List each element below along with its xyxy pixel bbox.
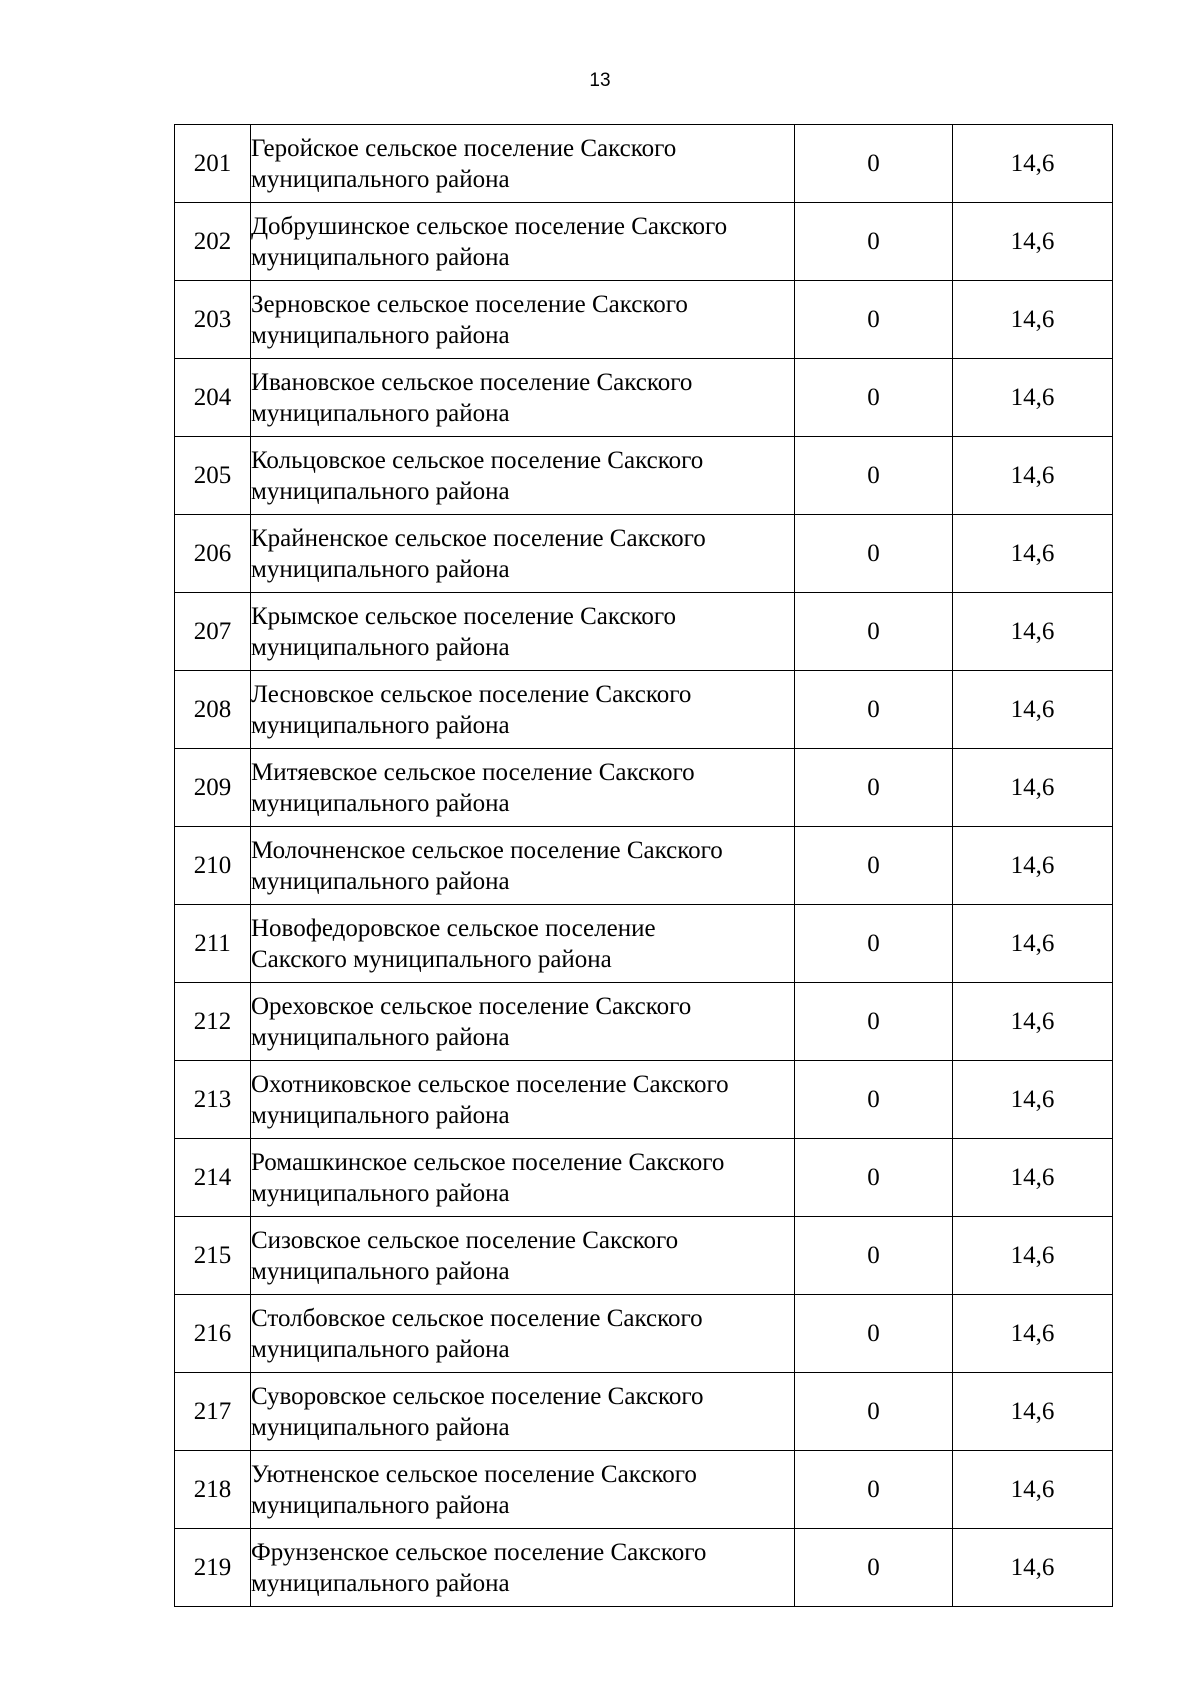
value-a-cell: 0 xyxy=(795,281,953,359)
table-row xyxy=(175,281,1113,359)
table-row xyxy=(175,1139,1113,1217)
value-a-cell: 0 xyxy=(795,1295,953,1373)
settlement-name-line-1: Ромашкинское сельское поселение Сакского xyxy=(251,1148,725,1176)
settlement-name-line-2: муниципального района xyxy=(251,1179,510,1207)
value-a-cell: 0 xyxy=(795,1217,953,1295)
settlement-name-line-2: муниципального района xyxy=(251,399,510,427)
row-number-cell: 215 xyxy=(175,1217,251,1295)
settlement-name-line-1: Молочненское сельское поселение Сакского xyxy=(251,836,723,864)
settlement-name-line-1: Добрушинское сельское поселение Сакского xyxy=(251,212,728,240)
settlement-name-line-1: Крайненское сельское поселение Сакского xyxy=(251,524,706,552)
row-number-cell: 201 xyxy=(175,125,251,203)
table-row xyxy=(175,437,1113,515)
table-body xyxy=(175,125,1113,1607)
row-number-cell: 219 xyxy=(175,1529,251,1607)
value-b-cell: 14,6 xyxy=(953,1295,1113,1373)
row-number-cell: 217 xyxy=(175,1373,251,1451)
settlement-name-cell xyxy=(251,593,795,671)
settlement-name-cell xyxy=(251,1295,795,1373)
value-a-cell: 0 xyxy=(795,593,953,671)
table-row xyxy=(175,671,1113,749)
value-b-cell: 14,6 xyxy=(953,1139,1113,1217)
settlement-name-line-1: Новофедоровское сельское поселение xyxy=(251,914,656,942)
row-number-cell: 216 xyxy=(175,1295,251,1373)
settlement-name-line-2: муниципального района xyxy=(251,555,510,583)
settlement-name-line-2: муниципального района xyxy=(251,867,510,895)
row-number-cell: 214 xyxy=(175,1139,251,1217)
table-row xyxy=(175,1217,1113,1295)
row-number-cell: 207 xyxy=(175,593,251,671)
table-row xyxy=(175,983,1113,1061)
row-number-cell: 210 xyxy=(175,827,251,905)
row-number-cell: 203 xyxy=(175,281,251,359)
settlement-name-cell xyxy=(251,905,795,983)
value-b-cell: 14,6 xyxy=(953,203,1113,281)
value-a-cell: 0 xyxy=(795,1529,953,1607)
settlement-name-line-1: Суворовское сельское поселение Сакского xyxy=(251,1382,704,1410)
settlement-name-cell xyxy=(251,1373,795,1451)
row-number-cell: 209 xyxy=(175,749,251,827)
settlement-name-line-2: муниципального района xyxy=(251,633,510,661)
row-number-cell: 206 xyxy=(175,515,251,593)
value-a-cell: 0 xyxy=(795,1061,953,1139)
settlement-name-line-1: Ивановское сельское поселение Сакского xyxy=(251,368,693,396)
settlement-name-line-2: Сакского муниципального района xyxy=(251,945,612,973)
table-row xyxy=(175,515,1113,593)
settlement-name-cell xyxy=(251,437,795,515)
row-number-cell: 212 xyxy=(175,983,251,1061)
row-number-cell: 211 xyxy=(175,905,251,983)
row-number-cell: 208 xyxy=(175,671,251,749)
settlement-name-cell xyxy=(251,827,795,905)
value-b-cell: 14,6 xyxy=(953,1529,1113,1607)
value-a-cell: 0 xyxy=(795,359,953,437)
settlement-name-line-1: Митяевское сельское поселение Сакского xyxy=(251,758,695,786)
settlement-name-cell xyxy=(251,281,795,359)
settlement-name-line-2: муниципального района xyxy=(251,1335,510,1363)
settlement-name-cell xyxy=(251,359,795,437)
settlement-name-cell xyxy=(251,671,795,749)
settlement-name-cell xyxy=(251,515,795,593)
settlement-name-line-2: муниципального района xyxy=(251,243,510,271)
value-b-cell: 14,6 xyxy=(953,1061,1113,1139)
settlement-name-line-2: муниципального района xyxy=(251,477,510,505)
settlement-name-line-1: Ореховское сельское поселение Сакского xyxy=(251,992,692,1020)
settlement-name-cell xyxy=(251,1529,795,1607)
value-a-cell: 0 xyxy=(795,515,953,593)
row-number-cell: 218 xyxy=(175,1451,251,1529)
table-row xyxy=(175,827,1113,905)
value-b-cell: 14,6 xyxy=(953,1451,1113,1529)
settlement-name-cell xyxy=(251,1451,795,1529)
settlement-name-line-2: муниципального района xyxy=(251,711,510,739)
settlement-name-line-2: муниципального района xyxy=(251,321,510,349)
value-a-cell: 0 xyxy=(795,905,953,983)
settlement-name-line-1: Столбовское сельское поселение Сакского xyxy=(251,1304,703,1332)
settlement-name-line-1: Лесновское сельское поселение Сакского xyxy=(251,680,692,708)
value-b-cell: 14,6 xyxy=(953,125,1113,203)
table-row xyxy=(175,359,1113,437)
settlement-name-cell xyxy=(251,125,795,203)
table-row xyxy=(175,593,1113,671)
value-a-cell: 0 xyxy=(795,1451,953,1529)
settlement-name-line-2: муниципального района xyxy=(251,1491,510,1519)
value-a-cell: 0 xyxy=(795,749,953,827)
settlement-name-line-2: муниципального района xyxy=(251,1023,510,1051)
value-a-cell: 0 xyxy=(795,1139,953,1217)
settlements-table xyxy=(174,124,1113,1607)
settlement-name-cell xyxy=(251,983,795,1061)
table-row xyxy=(175,1373,1113,1451)
table-row xyxy=(175,1295,1113,1373)
table-row xyxy=(175,203,1113,281)
settlement-name-line-2: муниципального района xyxy=(251,1101,510,1129)
value-b-cell: 14,6 xyxy=(953,593,1113,671)
settlement-name-line-1: Крымское сельское поселение Сакского xyxy=(251,602,676,630)
settlement-name-line-2: муниципального района xyxy=(251,1569,510,1597)
value-b-cell: 14,6 xyxy=(953,1373,1113,1451)
value-a-cell: 0 xyxy=(795,1373,953,1451)
settlement-name-line-2: муниципального района xyxy=(251,1413,510,1441)
value-b-cell: 14,6 xyxy=(953,1217,1113,1295)
value-a-cell: 0 xyxy=(795,125,953,203)
value-b-cell: 14,6 xyxy=(953,437,1113,515)
table-row xyxy=(175,1061,1113,1139)
row-number-cell: 213 xyxy=(175,1061,251,1139)
value-b-cell: 14,6 xyxy=(953,671,1113,749)
page-number: 13 xyxy=(589,70,611,91)
value-b-cell: 14,6 xyxy=(953,749,1113,827)
settlement-name-line-1: Фрунзенское сельское поселение Сакского xyxy=(251,1538,707,1566)
settlement-name-line-1: Кольцовское сельское поселение Сакского xyxy=(251,446,704,474)
settlement-name-cell xyxy=(251,203,795,281)
settlement-name-cell xyxy=(251,749,795,827)
settlement-name-cell xyxy=(251,1139,795,1217)
value-b-cell: 14,6 xyxy=(953,905,1113,983)
row-number-cell: 202 xyxy=(175,203,251,281)
value-b-cell: 14,6 xyxy=(953,983,1113,1061)
settlement-name-line-1: Геройское сельское поселение Сакского xyxy=(251,134,677,162)
value-a-cell: 0 xyxy=(795,983,953,1061)
table-row xyxy=(175,1451,1113,1529)
row-number-cell: 205 xyxy=(175,437,251,515)
settlement-name-line-1: Уютненское сельское поселение Сакского xyxy=(251,1460,697,1488)
row-number-cell: 204 xyxy=(175,359,251,437)
value-a-cell: 0 xyxy=(795,203,953,281)
table-row xyxy=(175,125,1113,203)
table-row xyxy=(175,749,1113,827)
settlement-name-line-1: Зерновское сельское поселение Сакского xyxy=(251,290,688,318)
settlement-name-cell xyxy=(251,1217,795,1295)
value-b-cell: 14,6 xyxy=(953,515,1113,593)
settlement-name-line-2: муниципального района xyxy=(251,789,510,817)
settlement-name-line-2: муниципального района xyxy=(251,165,510,193)
settlement-name-cell xyxy=(251,1061,795,1139)
settlement-name-line-1: Сизовское сельское поселение Сакского xyxy=(251,1226,679,1254)
value-a-cell: 0 xyxy=(795,671,953,749)
value-b-cell: 14,6 xyxy=(953,359,1113,437)
value-a-cell: 0 xyxy=(795,827,953,905)
value-b-cell: 14,6 xyxy=(953,281,1113,359)
settlement-name-line-1: Охотниковское сельское поселение Сакского xyxy=(251,1070,729,1098)
table-row xyxy=(175,905,1113,983)
value-b-cell: 14,6 xyxy=(953,827,1113,905)
value-a-cell: 0 xyxy=(795,437,953,515)
settlement-name-line-2: муниципального района xyxy=(251,1257,510,1285)
table-row xyxy=(175,1529,1113,1607)
